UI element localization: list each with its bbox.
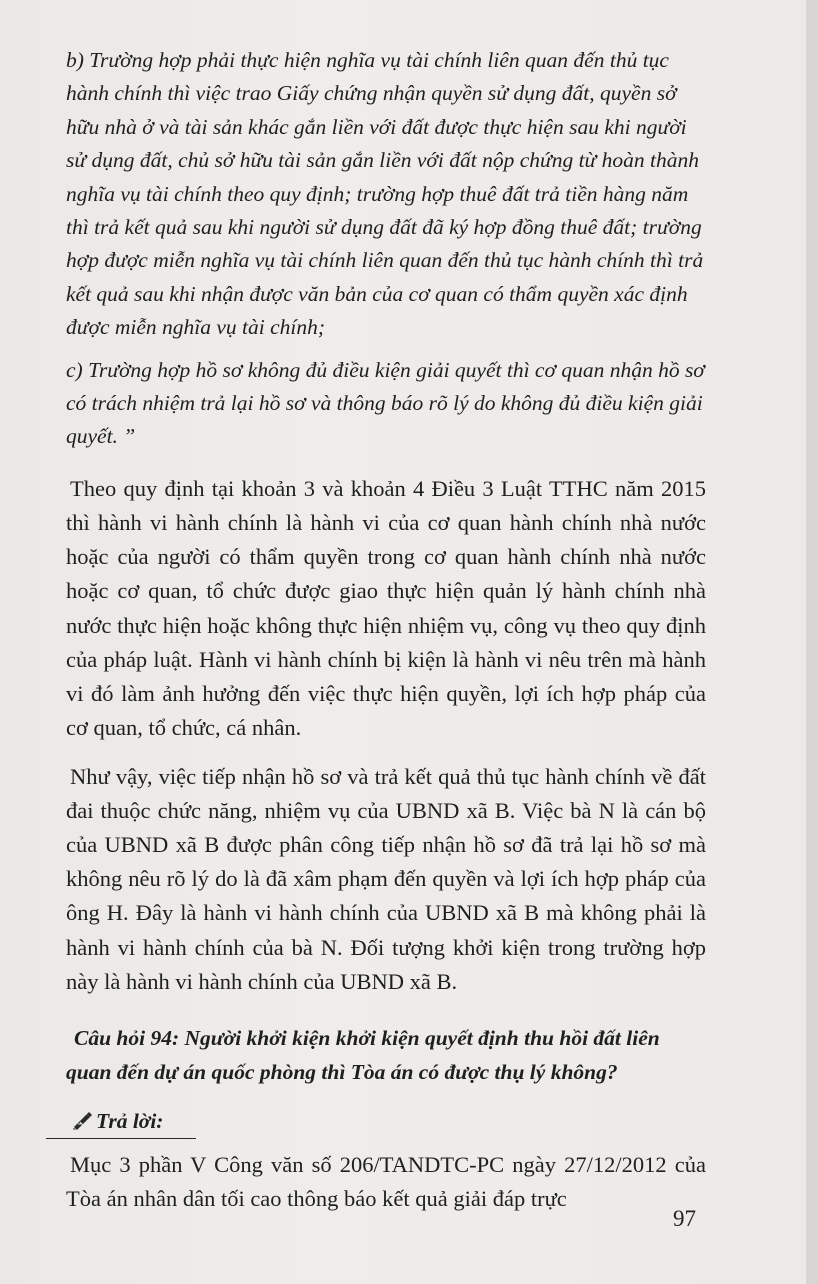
paragraph-answer: Mục 3 phần V Công văn số 206/TANDTC-PC ngày 27/12/2012 của Tòa án nhân dân tối cao thông báo kết quả giải đáp trực — [66, 1151, 706, 1212]
writing-hand-icon — [72, 1110, 94, 1130]
paragraph-legal-definition: Theo quy định tại khoản 3 và khoản 4 Điều 3 Luật TTHC năm 2015 thì hành vi hành chính là hành vi của cơ quan hành chính nhà nước hoặc của người có thẩm quyền trong cơ quan hành chính nhà nước hoặc cơ quan, tổ chức được giao thực hiện quản lý hành chính nhà nước thực hiện hoặc không thực hiện nhiệm vụ, công vụ theo quy định của pháp luật. Hành vi hành chính bị kiện là hành vi nêu trên mà hành vi đó làm ảnh hưởng đến việc thực hiện quyền, lợi ích hợp pháp của cơ quan, tổ chức, cá nhân. — [66, 475, 706, 741]
quoted-clause-c: c) Trường hợp hồ sơ không đủ điều kiện giải quyết thì cơ quan nhận hồ sơ có trách nhiệm trả lại hồ sơ và thông báo rõ lý do không đủ điều kiện giải quyết. ” — [66, 357, 705, 449]
page-body — [66, 44, 706, 1216]
answer-heading — [66, 1106, 196, 1144]
page-number: 97 — [673, 1206, 696, 1231]
question-heading: Câu hỏi 94: Người khởi kiện khởi kiện quyết định thu hồi đất liên quan đến dự án quốc phòng thì Tòa án có được thụ lý không? — [66, 1025, 660, 1085]
paragraph-conclusion: Như vậy, việc tiếp nhận hồ sơ và trả kết quả thủ tục hành chính về đất đai thuộc chức năng, nhiệm vụ của UBND xã B. Việc bà N là cán bộ của UBND xã B được phân công tiếp nhận hồ sơ đã trả lại hồ sơ mà không nêu rõ lý do là đã xâm phạm đến quyền và lợi ích hợp pháp của ông H. Đây là hành vi hành chính của UBND xã B mà không phải là hành vi hành chính của bà N. Đối tượng khởi kiện trong trường hợp này là hành vi hành chính của UBND xã B. — [66, 763, 706, 994]
answer-underline — [46, 1138, 196, 1140]
quoted-clause-b: b) Trường hợp phải thực hiện nghĩa vụ tài chính liên quan đến thủ tục hành chính thì việc trao Giấy chứng nhận quyền sử dụng đất, quyền sở hữu nhà ở và tài sản khác gắn liền với đất được thực hiện sau khi người sử dụng đất, chủ sở hữu tài sản gắn liền với đất nộp chứng từ hoàn thành nghĩa vụ tài chính theo quy định; trường hợp thuê đất trả tiền hàng năm thì trả kết quả sau khi người sử dụng đất đã ký hợp đồng thuê đất; trường hợp được miễn nghĩa vụ tài chính liên quan đến thủ tục hành chính thì trả kết quả sau khi nhận được văn bản của cơ quan có thẩm quyền xác định được miễn nghĩa vụ tài chính; — [66, 48, 704, 340]
page-edge — [806, 0, 818, 1284]
answer-label: Trả lời: — [96, 1108, 164, 1133]
